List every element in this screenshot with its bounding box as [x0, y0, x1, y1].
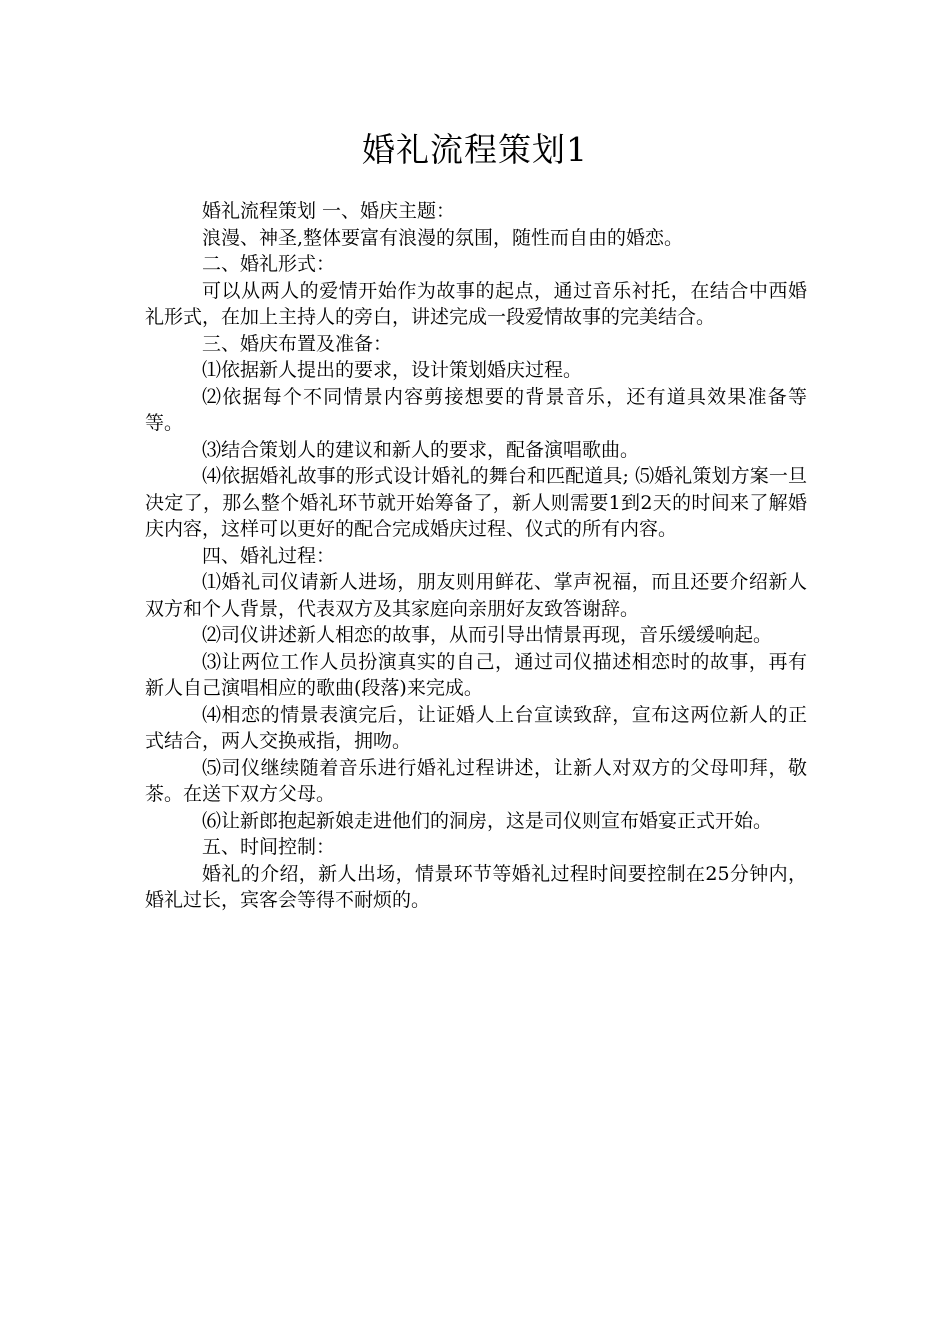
paragraph-preparation-item-4: ⑷依据婚礼故事的形式设计婚礼的舞台和匹配道具; ⑸婚礼策划方案一旦决定了，那么整个婚礼环节就开始筹备了，新人则需要1到2天的时间来了解婚庆内容，这样可以更好的配合完成婚庆过程、仪式的所有内容。 — [145, 465, 807, 540]
paragraph-preparation-item-2: ⑵依据每个不同情景内容剪接想要的背景音乐，还有道具效果准备等等。 — [145, 385, 807, 434]
paragraph-preparation-heading: 三、婚庆布置及准备： — [202, 332, 393, 355]
paragraph-process-item-5: ⑸司仪继续随着音乐进行婚礼过程讲述，让新人对双方的父母叩拜，敬茶。在送下双方父母。 — [145, 756, 807, 805]
document-title: 婚礼流程策划1 — [362, 130, 588, 169]
paragraph-process-item-6: ⑹让新郎抱起新娘走进他们的洞房，这是司仪则宣布婚宴正式开始。 — [202, 809, 773, 832]
paragraph-form-heading: 二、婚礼形式： — [202, 253, 336, 275]
paragraph-theme-heading: 婚礼流程策划 一、婚庆主题： — [202, 200, 456, 222]
paragraph-process-item-3: ⑶让两位工作人员扮演真实的自己，通过司仪描述相恋时的故事，再有新人自己演唱相应的歌曲(段落)来完成。 — [145, 650, 807, 699]
paragraph-process-item-2: ⑵司仪讲述新人相恋的故事，从而引导出情景再现，音乐缓缓响起。 — [202, 624, 773, 646]
paragraph-process-item-4: ⑷相恋的情景表演完后，让证婚人上台宣读致辞，宣布这两位新人的正式结合，两人交换戒指，拥吻。 — [145, 703, 807, 752]
paragraph-preparation-item-3: ⑶结合策划人的建议和新人的要求，配备演唱歌曲。 — [202, 438, 640, 461]
paragraph-theme-content: 浪漫、神圣,整体要富有浪漫的氛围，随性而自由的婚恋。 — [202, 226, 684, 249]
paragraph-time-heading: 五、时间控制： — [202, 836, 336, 858]
paragraph-form-content: 可以从两人的爱情开始作为故事的起点，通过音乐衬托，在结合中西婚礼形式，在加上主持人的旁白，讲述完成一段爱情故事的完美结合。 — [145, 279, 807, 328]
document-body — [145, 198, 807, 914]
paragraph-process-heading: 四、婚礼过程： — [202, 544, 336, 567]
paragraph-preparation-item-1: ⑴依据新人提出的要求，设计策划婚庆过程。 — [202, 359, 583, 381]
paragraph-process-item-1: ⑴婚礼司仪请新人进场，朋友则用鲜花、掌声祝福，而且还要介绍新人双方和个人背景，代表双方及其家庭向亲朋好友致答谢辞。 — [145, 571, 807, 620]
paragraph-time-content: 婚礼的介绍，新人出场，情景环节等婚礼过程时间要控制在25分钟内，婚礼过长，宾客会等得不耐烦的。 — [145, 862, 807, 911]
